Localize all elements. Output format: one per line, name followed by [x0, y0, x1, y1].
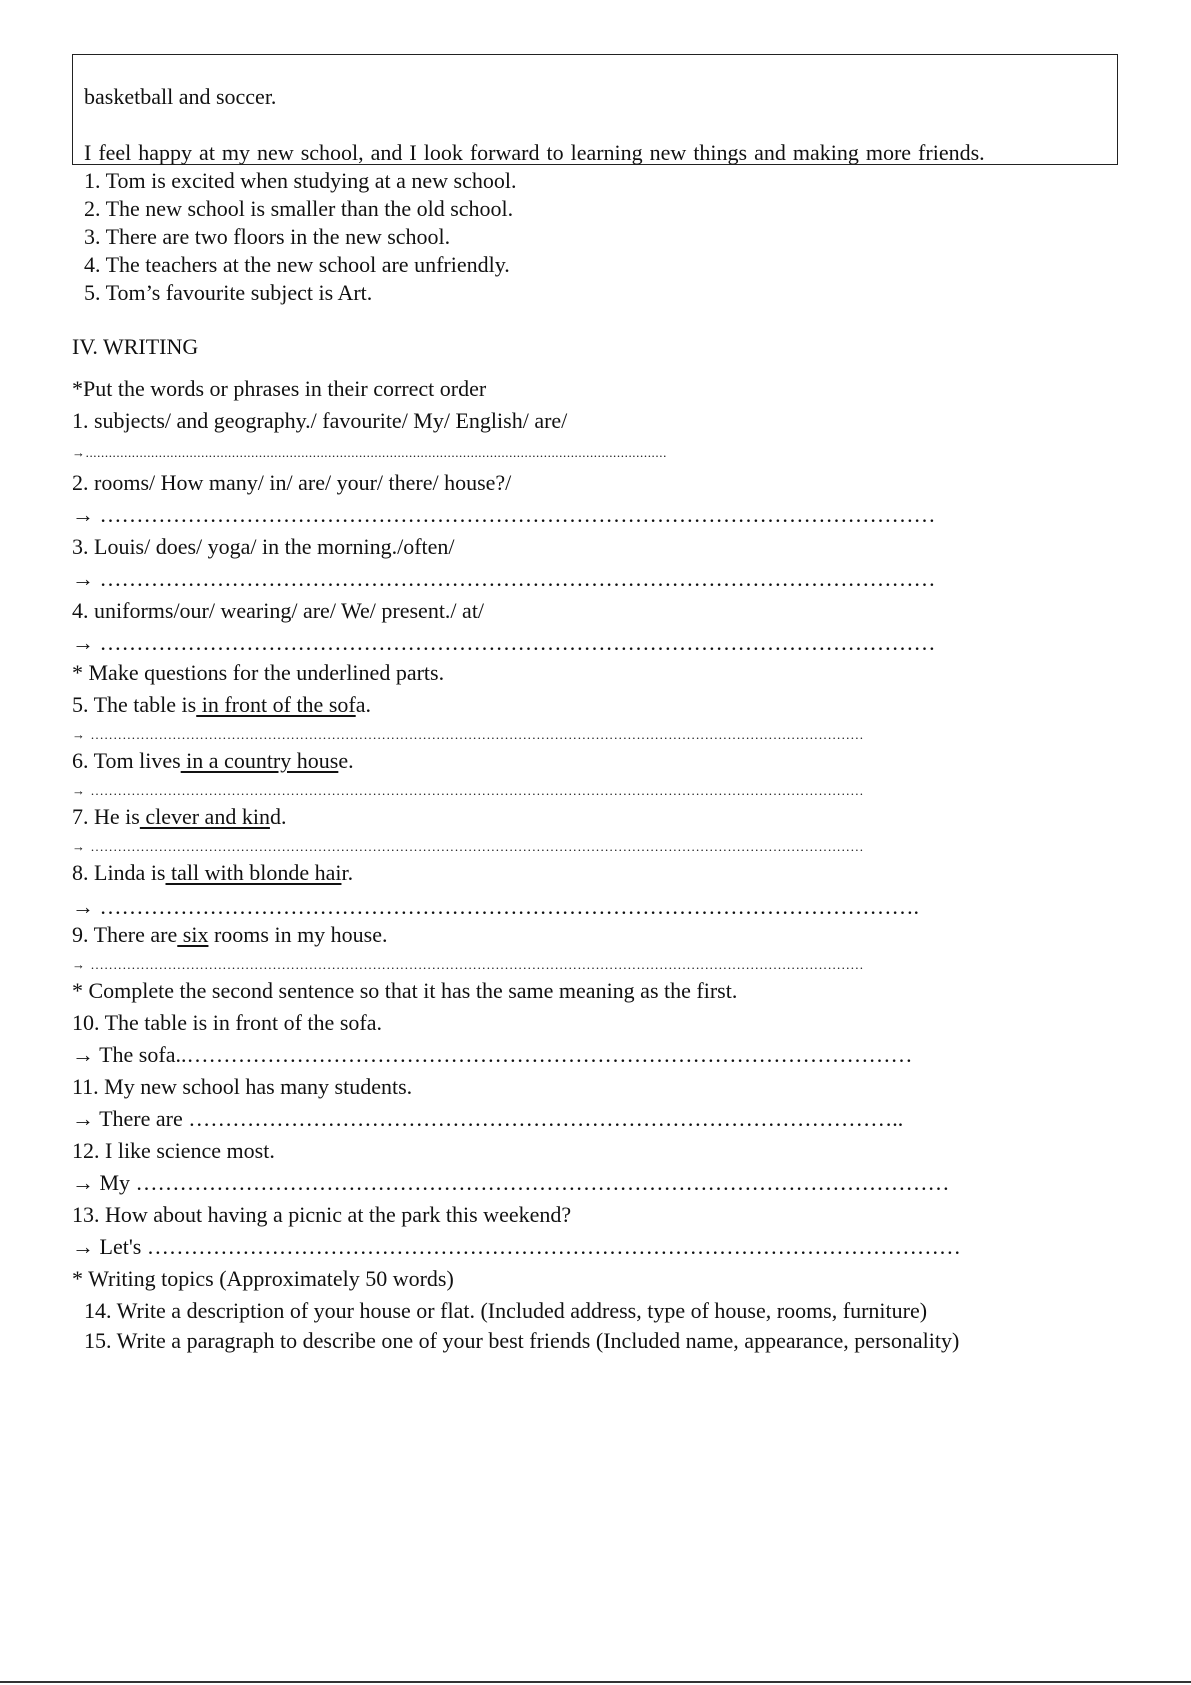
answer-line-5[interactable]: → ..........................................................................................................................................................................	[72, 727, 865, 742]
tf-item-5: 5. Tom’s favourite subject is Art.	[84, 280, 373, 305]
question-8-tail: r.	[341, 860, 354, 885]
answer-line-6[interactable]: → ..........................................................................................................................................................................	[72, 783, 865, 798]
question-5-underlined: in front of the sof	[196, 692, 356, 717]
answer-line-7[interactable]: → ..........................................................................................................................................................................	[72, 839, 865, 854]
answer-line-9[interactable]: → ..........................................................................................................................................................................	[72, 957, 865, 972]
question-11: 11. My new school has many students.	[72, 1074, 413, 1099]
question-7-underlined: clever and kin	[139, 804, 270, 829]
question-7	[72, 806, 286, 828]
passage-line-2: I feel happy at my new school, and I look forward to learning new things and making more friends.	[84, 140, 985, 165]
question-14: 14. Write a description of your house or flat. (Included address, type of house, rooms, furniture)	[84, 1298, 928, 1323]
instruction-writing-topics: * Writing topics (Approximately 50 words)	[72, 1266, 454, 1291]
question-10: 10. The table is in front of the sofa.	[72, 1010, 382, 1035]
question-12: 12. I like science most.	[72, 1138, 275, 1163]
page-bottom-rule	[0, 1681, 1191, 1683]
question-8-text: 8. Linda is	[72, 860, 166, 885]
answer-line-12[interactable]: → My …………………………………………………………………………………………………	[72, 1170, 950, 1195]
question-15: 15. Write a paragraph to describe one of your best friends (Included name, appearance, personality)	[84, 1328, 960, 1353]
question-9	[72, 924, 388, 946]
question-6-tail: e.	[338, 748, 354, 773]
question-7-tail: d.	[269, 804, 287, 829]
passage-line-1: basketball and soccer.	[84, 84, 277, 109]
instruction-make-questions: * Make questions for the underlined parts.	[72, 660, 445, 685]
question-3: 3. Louis/ does/ yoga/ in the morning./often/	[72, 534, 455, 559]
tf-item-3: 3. There are two floors in the new school.	[84, 224, 451, 249]
question-8-underlined: tall with blonde hai	[165, 860, 342, 885]
question-5-text: 5. The table is	[72, 692, 197, 717]
question-1: 1. subjects/ and geography./ favourite/ My/ English/ are/	[72, 408, 568, 433]
question-6	[72, 750, 354, 772]
question-9-tail: rooms in my house.	[208, 922, 388, 947]
answer-line-10[interactable]: → The sofa..………………………………………………………………………………………	[72, 1042, 913, 1067]
question-5-tail: a.	[355, 692, 371, 717]
answer-line-13[interactable]: → Let's …………………………………………………………………………………………………	[72, 1234, 961, 1259]
question-4: 4. uniforms/our/ wearing/ are/ We/ present./ at/	[72, 598, 485, 623]
tf-item-2: 2. The new school is smaller than the old school.	[84, 196, 514, 221]
question-8	[72, 862, 353, 884]
question-9-text: 9. There are	[72, 922, 178, 947]
instruction-reorder: *Put the words or phrases in their correct order	[72, 376, 487, 401]
question-9-underlined: six	[177, 922, 209, 947]
question-2: 2. rooms/ How many/ in/ are/ your/ there/ house?/	[72, 470, 512, 495]
question-6-text: 6. Tom lives	[72, 748, 181, 773]
question-13: 13. How about having a picnic at the park this weekend?	[72, 1202, 572, 1227]
instruction-rewrite: * Complete the second sentence so that it has the same meaning as the first.	[72, 978, 738, 1003]
answer-line-2[interactable]: → ……………………………………………………………………………………………………	[72, 502, 936, 527]
answer-line-4[interactable]: → ……………………………………………………………………………………………………	[72, 630, 936, 655]
tf-item-1: 1. Tom is excited when studying at a new school.	[84, 168, 517, 193]
answer-line-3[interactable]: → ……………………………………………………………………………………………………	[72, 566, 936, 591]
answer-line-8[interactable]: → ………………………………………………………………………………………………….	[72, 894, 919, 919]
section-heading-writing: IV. WRITING	[72, 334, 199, 359]
answer-line-11[interactable]: → There are ……………………………………………………………………………………..	[72, 1106, 904, 1131]
answer-line-1[interactable]: →.......................................................................................................................................................	[72, 445, 667, 460]
tf-item-4: 4. The teachers at the new school are unfriendly.	[84, 252, 510, 277]
question-5	[72, 694, 371, 716]
question-7-text: 7. He is	[72, 804, 140, 829]
question-6-underlined: in a country hous	[180, 748, 339, 773]
